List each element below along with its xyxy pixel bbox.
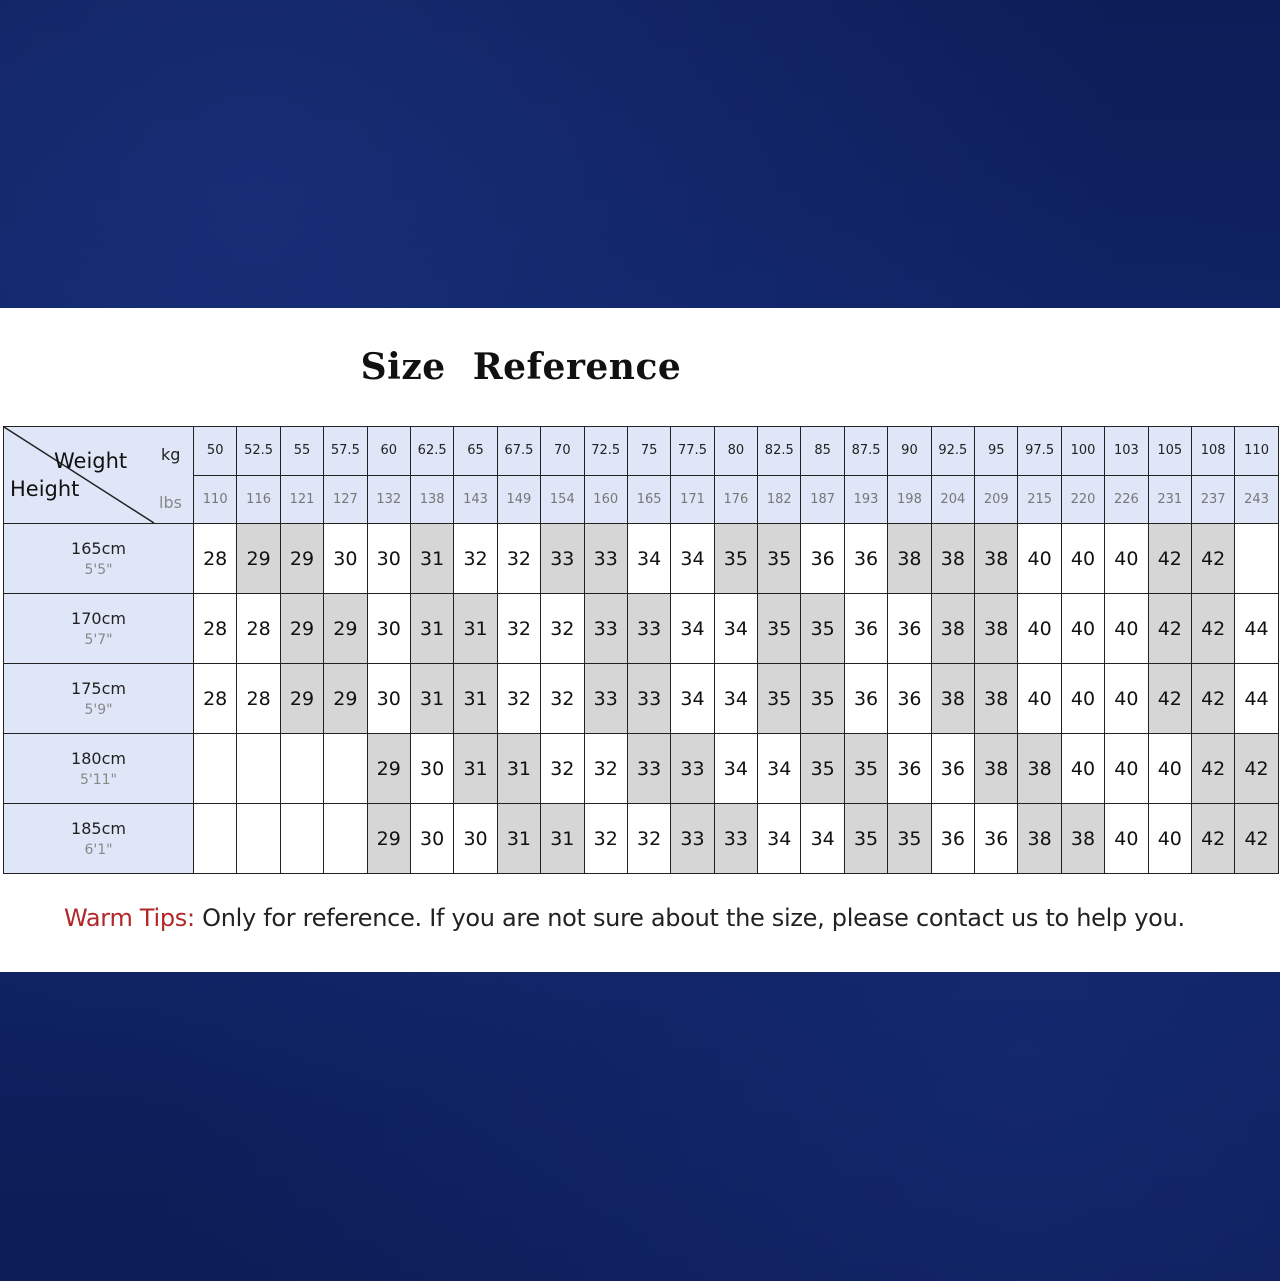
size-cell: 35: [714, 524, 757, 594]
size-cell: 32: [497, 524, 540, 594]
size-cell: 42: [1148, 594, 1191, 664]
weight-kg-header: 100: [1061, 427, 1104, 476]
size-cell: [194, 734, 237, 804]
weight-lbs-header: 187: [801, 475, 844, 524]
size-reference-table: [3, 426, 1279, 874]
weight-lbs-header: 226: [1105, 475, 1148, 524]
weight-lbs-header: 160: [584, 475, 627, 524]
size-cell: 29: [280, 594, 323, 664]
size-cell: 30: [324, 524, 367, 594]
size-cell: [324, 734, 367, 804]
size-cell: 34: [671, 594, 714, 664]
weight-kg-header: 108: [1191, 427, 1234, 476]
size-cell: 38: [975, 524, 1018, 594]
size-cell: 40: [1105, 664, 1148, 734]
height-row: [4, 804, 1279, 874]
size-cell: 34: [801, 804, 844, 874]
size-cell: 42: [1148, 664, 1191, 734]
height-row: [4, 524, 1279, 594]
weight-kg-header: 80: [714, 427, 757, 476]
size-cell: 40: [1018, 524, 1061, 594]
size-cell: [237, 804, 280, 874]
size-cell: 29: [324, 594, 367, 664]
warm-tips: [64, 904, 1185, 932]
warm-tips-text: Only for reference. If you are not sure about the size, please contact us to help you.: [194, 904, 1185, 932]
size-cell: 36: [975, 804, 1018, 874]
weight-lbs-header: 176: [714, 475, 757, 524]
size-cell: 38: [1018, 804, 1061, 874]
size-cell: 32: [541, 594, 584, 664]
size-cell: 32: [541, 734, 584, 804]
height-row: [4, 594, 1279, 664]
size-cell: 36: [888, 594, 931, 664]
weight-kg-row: [4, 427, 1279, 476]
size-cell: 32: [497, 594, 540, 664]
size-cell: 42: [1235, 804, 1278, 874]
size-cell: 31: [454, 664, 497, 734]
weight-lbs-header: 231: [1148, 475, 1191, 524]
size-cell: 36: [844, 524, 887, 594]
height-cm: 175cm: [71, 678, 126, 698]
size-cell: 34: [671, 664, 714, 734]
size-cell: 32: [541, 664, 584, 734]
size-cell: 33: [627, 594, 670, 664]
size-cell: 40: [1148, 734, 1191, 804]
weight-lbs-header: 138: [410, 475, 453, 524]
size-cell: 38: [975, 664, 1018, 734]
size-cell: 40: [1018, 594, 1061, 664]
height-cm: 180cm: [71, 748, 126, 768]
warm-tips-label: Warm Tips:: [64, 904, 195, 932]
weight-kg-header: 50: [194, 427, 237, 476]
height-row: [4, 664, 1279, 734]
weight-lbs-header: 182: [758, 475, 801, 524]
size-cell: 42: [1191, 804, 1234, 874]
size-cell: 33: [627, 664, 670, 734]
height-ft: 5'7": [84, 631, 113, 648]
size-cell: 36: [888, 734, 931, 804]
size-cell: 36: [844, 664, 887, 734]
weight-lbs-header: 204: [931, 475, 974, 524]
size-cell: 29: [280, 524, 323, 594]
size-cell: 29: [237, 524, 280, 594]
size-cell: 34: [627, 524, 670, 594]
size-cell: 40: [1061, 594, 1104, 664]
weight-lbs-header: 237: [1191, 475, 1234, 524]
size-cell: 30: [410, 734, 453, 804]
height-cm: 170cm: [71, 608, 126, 628]
weight-kg-header: 85: [801, 427, 844, 476]
size-cell: 36: [888, 664, 931, 734]
size-cell: 34: [758, 804, 801, 874]
weight-kg-header: 82.5: [758, 427, 801, 476]
weight-lbs-header: 220: [1061, 475, 1104, 524]
lbs-unit-label: lbs: [159, 493, 182, 512]
size-cell: 42: [1191, 594, 1234, 664]
weight-kg-header: 72.5: [584, 427, 627, 476]
weight-kg-header: 97.5: [1018, 427, 1061, 476]
size-cell: 35: [801, 734, 844, 804]
size-cell: 38: [975, 594, 1018, 664]
size-cell: 42: [1148, 524, 1191, 594]
size-cell: 29: [280, 664, 323, 734]
weight-lbs-row: [4, 475, 1279, 524]
size-cell: 38: [1018, 734, 1061, 804]
size-cell: 35: [801, 664, 844, 734]
weight-kg-header: 52.5: [237, 427, 280, 476]
size-cell: 31: [410, 664, 453, 734]
size-cell: 34: [758, 734, 801, 804]
weight-lbs-header: 143: [454, 475, 497, 524]
size-cell: 35: [844, 734, 887, 804]
size-cell: [280, 734, 323, 804]
size-cell: 31: [410, 524, 453, 594]
height-cm: 165cm: [71, 538, 126, 558]
size-cell: 33: [584, 664, 627, 734]
weight-kg-header: 55: [280, 427, 323, 476]
weight-kg-header: 110: [1235, 427, 1278, 476]
size-cell: 32: [454, 524, 497, 594]
weight-kg-header: 67.5: [497, 427, 540, 476]
size-cell: 42: [1191, 734, 1234, 804]
size-cell: 28: [237, 664, 280, 734]
size-cell: 32: [584, 804, 627, 874]
size-cell: 33: [671, 804, 714, 874]
weight-lbs-header: 193: [844, 475, 887, 524]
weight-lbs-header: 121: [280, 475, 323, 524]
size-cell: 38: [931, 664, 974, 734]
size-cell: 31: [454, 594, 497, 664]
weight-lbs-header: 149: [497, 475, 540, 524]
size-cell: 35: [758, 594, 801, 664]
weight-kg-header: 62.5: [410, 427, 453, 476]
size-cell: [237, 734, 280, 804]
size-cell: 33: [627, 734, 670, 804]
size-cell: [280, 804, 323, 874]
size-cell: 34: [714, 594, 757, 664]
size-cell: 34: [714, 664, 757, 734]
weight-lbs-header: 154: [541, 475, 584, 524]
size-cell: 29: [324, 664, 367, 734]
size-cell: 40: [1018, 664, 1061, 734]
height-header: [4, 594, 194, 664]
corner-cell: [4, 427, 194, 524]
size-cell: 35: [758, 524, 801, 594]
weight-label: Weight: [54, 449, 128, 473]
weight-kg-header: 65: [454, 427, 497, 476]
weight-lbs-header: 165: [627, 475, 670, 524]
size-cell: 35: [888, 804, 931, 874]
size-cell: 44: [1235, 664, 1278, 734]
weight-lbs-header: 198: [888, 475, 931, 524]
size-cell: 38: [888, 524, 931, 594]
size-chart-sheet: [0, 308, 1280, 972]
size-cell: 30: [454, 804, 497, 874]
weight-kg-header: 70: [541, 427, 584, 476]
weight-kg-header: 57.5: [324, 427, 367, 476]
size-cell: 33: [541, 524, 584, 594]
weight-kg-header: 92.5: [931, 427, 974, 476]
size-cell: 42: [1235, 734, 1278, 804]
size-cell: 31: [454, 734, 497, 804]
size-cell: 40: [1061, 524, 1104, 594]
weight-lbs-header: 127: [324, 475, 367, 524]
weight-lbs-header: 116: [237, 475, 280, 524]
height-label: Height: [10, 477, 80, 501]
size-cell: 30: [367, 594, 410, 664]
size-cell: 42: [1191, 664, 1234, 734]
chart-title: Size Reference: [360, 346, 682, 388]
weight-kg-header: 103: [1105, 427, 1148, 476]
height-ft: 6'1": [84, 841, 113, 858]
size-cell: 30: [367, 664, 410, 734]
weight-kg-header: 90: [888, 427, 931, 476]
size-cell: 34: [671, 524, 714, 594]
size-cell: 36: [931, 734, 974, 804]
size-cell: [1235, 524, 1278, 594]
weight-lbs-header: 132: [367, 475, 410, 524]
size-cell: 40: [1105, 524, 1148, 594]
size-cell: 34: [714, 734, 757, 804]
size-cell: 28: [237, 594, 280, 664]
size-cell: 32: [627, 804, 670, 874]
height-header: [4, 804, 194, 874]
size-cell: 31: [497, 734, 540, 804]
size-cell: 33: [584, 524, 627, 594]
size-cell: 40: [1148, 804, 1191, 874]
size-cell: [194, 804, 237, 874]
kg-unit-label: kg: [161, 445, 181, 464]
size-cell: 33: [714, 804, 757, 874]
size-cell: 29: [367, 734, 410, 804]
weight-lbs-header: 209: [975, 475, 1018, 524]
weight-kg-header: 87.5: [844, 427, 887, 476]
size-cell: [324, 804, 367, 874]
size-cell: 35: [758, 664, 801, 734]
size-cell: 38: [931, 594, 974, 664]
size-cell: 38: [975, 734, 1018, 804]
size-cell: 44: [1235, 594, 1278, 664]
size-cell: 36: [801, 524, 844, 594]
weight-lbs-header: 243: [1235, 475, 1278, 524]
size-cell: 38: [1061, 804, 1104, 874]
height-ft: 5'9": [84, 701, 113, 718]
size-cell: 31: [410, 594, 453, 664]
size-cell: 33: [584, 594, 627, 664]
weight-kg-header: 75: [627, 427, 670, 476]
size-cell: 32: [584, 734, 627, 804]
weight-lbs-header: 110: [194, 475, 237, 524]
size-cell: 40: [1105, 734, 1148, 804]
size-cell: 38: [931, 524, 974, 594]
height-ft: 5'5": [84, 561, 113, 578]
weight-kg-header: 105: [1148, 427, 1191, 476]
height-ft: 5'11": [79, 771, 117, 788]
height-header: [4, 734, 194, 804]
size-cell: 31: [541, 804, 584, 874]
size-cell: 40: [1105, 594, 1148, 664]
size-cell: 32: [497, 664, 540, 734]
size-cell: 42: [1191, 524, 1234, 594]
size-cell: 28: [194, 594, 237, 664]
height-header: [4, 524, 194, 594]
weight-kg-header: 77.5: [671, 427, 714, 476]
size-cell: 29: [367, 804, 410, 874]
size-cell: 30: [410, 804, 453, 874]
size-cell: 40: [1061, 664, 1104, 734]
size-cell: 33: [671, 734, 714, 804]
size-cell: 28: [194, 524, 237, 594]
height-cm: 185cm: [71, 818, 126, 838]
weight-lbs-header: 215: [1018, 475, 1061, 524]
size-cell: 31: [497, 804, 540, 874]
height-row: [4, 734, 1279, 804]
size-cell: 28: [194, 664, 237, 734]
size-cell: 36: [844, 594, 887, 664]
size-cell: 35: [801, 594, 844, 664]
size-cell: 30: [367, 524, 410, 594]
weight-kg-header: 95: [975, 427, 1018, 476]
size-cell: 35: [844, 804, 887, 874]
weight-lbs-header: 171: [671, 475, 714, 524]
size-cell: 40: [1105, 804, 1148, 874]
size-cell: 40: [1061, 734, 1104, 804]
size-cell: 36: [931, 804, 974, 874]
weight-kg-header: 60: [367, 427, 410, 476]
height-header: [4, 664, 194, 734]
